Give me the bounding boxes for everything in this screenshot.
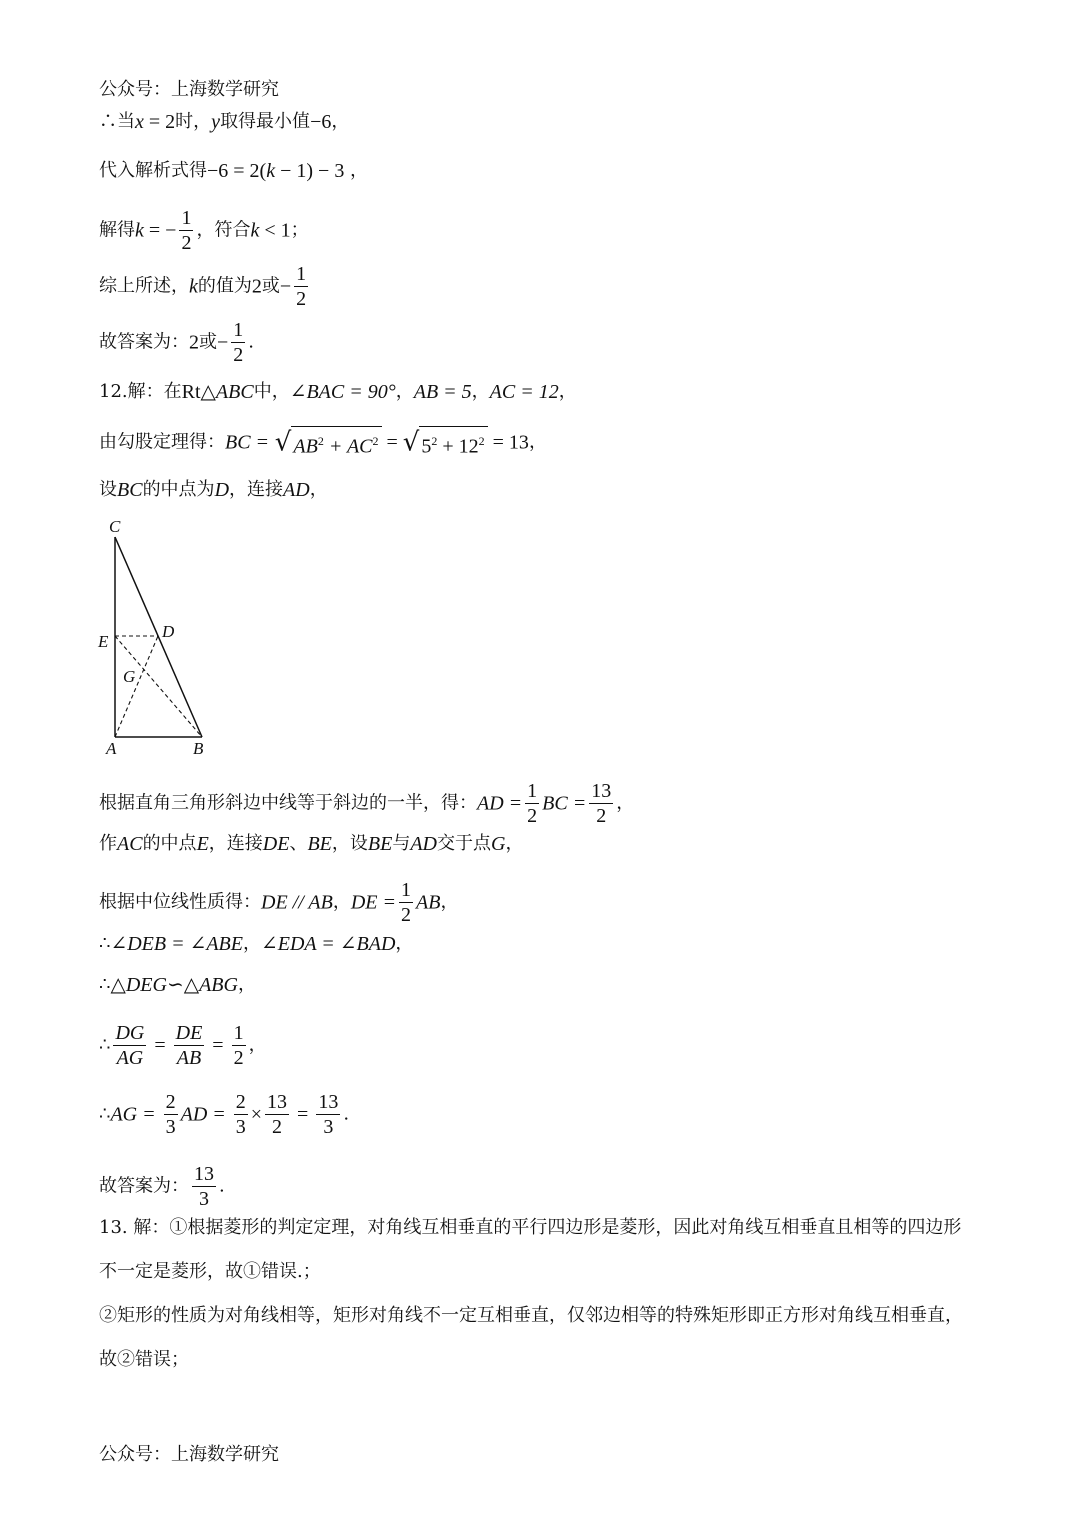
denominator: 2: [233, 344, 244, 366]
denominator: 2: [296, 288, 307, 310]
expr: DE: [262, 833, 290, 855]
text: .: [219, 1175, 225, 1197]
denominator: 2: [272, 1116, 283, 1138]
denominator: 2: [233, 1047, 244, 1069]
square-root: [403, 426, 488, 459]
expr: ∠BAC = 90°: [289, 381, 396, 403]
expr: −: [217, 331, 229, 354]
denominator: AB: [176, 1047, 202, 1069]
numerator: 1: [181, 207, 192, 229]
numerator: 13: [318, 1091, 339, 1113]
denominator: AG: [116, 1047, 144, 1069]
label-d: D: [162, 622, 175, 641]
expr: BC: [117, 479, 143, 501]
denominator: 2: [596, 805, 607, 827]
text: ，: [332, 891, 351, 913]
text: 取得最小值: [220, 111, 311, 132]
expr: D: [214, 479, 230, 501]
text: ，: [528, 431, 547, 453]
denominator: 3: [323, 1116, 334, 1138]
numerator: DE: [175, 1022, 203, 1044]
text: ∴: [99, 1103, 111, 1125]
expr: −6: [310, 111, 332, 133]
text: ，: [248, 1034, 267, 1056]
numerator: 1: [527, 780, 538, 802]
solution-line-15: [99, 1090, 349, 1139]
label-a: A: [106, 739, 117, 758]
text: ，: [471, 381, 490, 402]
numerator: 1: [233, 319, 244, 341]
numerator: 2: [165, 1091, 176, 1113]
text: .: [248, 331, 255, 353]
fraction: [192, 1162, 216, 1211]
text: 代入解析式得: [99, 160, 207, 181]
text: ∴: [99, 974, 111, 995]
expr: AC: [117, 833, 143, 855]
solution-line-3: [99, 206, 309, 255]
text: ，: [395, 381, 414, 402]
numerator: 1: [233, 1022, 244, 1044]
expr: DE // AB: [261, 891, 333, 914]
solution-line-12: [99, 930, 413, 958]
text: ，: [558, 381, 577, 402]
numerator: 1: [401, 879, 412, 901]
solution-line-10: [99, 830, 523, 858]
text: 作: [99, 833, 117, 854]
radical-sign: √: [274, 427, 292, 458]
segment-ad: [115, 636, 158, 737]
denominator: 2: [181, 232, 192, 254]
text: ，: [440, 891, 459, 913]
fraction: [231, 318, 245, 367]
solution-line-9: [99, 779, 634, 828]
solution-line-5: [99, 318, 254, 367]
expr: + AC: [323, 435, 373, 458]
expr: ×: [250, 1103, 263, 1126]
expr: =: [149, 1034, 171, 1057]
expr: − 1) − 3: [275, 160, 345, 182]
expr: + 12: [437, 435, 479, 458]
text: ，: [505, 833, 524, 854]
var-k: k: [266, 160, 276, 182]
expr: AD =: [477, 792, 523, 815]
fraction: [589, 779, 613, 828]
fraction: [525, 779, 539, 828]
denominator: 3: [199, 1188, 209, 1210]
denominator: 3: [165, 1116, 176, 1138]
text: ，设: [331, 833, 368, 854]
problem-13-paragraph-1: 13. 解：①根据菱形的判定定理，对角线互相垂直的平行四边形是菱形，因此对角线互相垂直且相等的四边形不一定是菱形，故①错误.；: [99, 1217, 962, 1282]
label-e: E: [98, 632, 109, 651]
text: 根据中位线性质得：: [99, 891, 261, 913]
fraction: [294, 262, 308, 311]
text: ∴当: [99, 111, 135, 132]
text: ，: [237, 974, 256, 995]
numerator: 13: [194, 1163, 214, 1185]
expr: −6 = 2(: [207, 160, 267, 182]
text: ，: [344, 160, 369, 181]
fraction: [234, 1090, 248, 1139]
text: 或: [199, 331, 217, 353]
page-header: 公众号：上海数学研究: [99, 79, 279, 100]
expr: −: [279, 275, 292, 298]
text: ，连接: [208, 833, 263, 854]
fraction: [265, 1090, 289, 1139]
text: ；: [290, 219, 309, 241]
text: 故答案为：: [99, 331, 189, 353]
exponent: 2: [431, 434, 438, 448]
expr: 2: [189, 331, 199, 354]
text: 的值为: [197, 275, 252, 297]
numerator: 13: [591, 780, 612, 802]
expr: 2: [251, 275, 262, 298]
expr: DE =: [350, 891, 397, 914]
fraction: [399, 878, 413, 927]
solution-line-16: [99, 1162, 225, 1211]
expr: AD =: [180, 1103, 231, 1126]
solution-line-11: [99, 878, 458, 927]
expr: < 1: [259, 219, 291, 242]
solution-line-14: [99, 1021, 267, 1070]
fraction: [179, 206, 193, 255]
expr: ∠DEB = ∠ABE: [110, 933, 243, 955]
expr: =: [381, 431, 403, 454]
radicand: [419, 426, 487, 459]
text: 与: [392, 833, 411, 854]
var-k: k: [250, 219, 260, 242]
text: 或: [261, 275, 280, 297]
solution-line-4: [99, 262, 311, 311]
text: 故答案为：: [99, 1175, 189, 1197]
expr: = 13: [487, 431, 529, 454]
expr: = −: [143, 219, 177, 242]
expr: AC = 12: [489, 381, 559, 403]
label-b: B: [193, 739, 204, 758]
label-c: C: [109, 517, 121, 536]
fraction: [316, 1090, 340, 1139]
expr: BE: [307, 833, 332, 855]
fraction: [164, 1090, 178, 1139]
solution-line-8: [99, 476, 328, 504]
triangle-figure: [90, 512, 230, 762]
expr: G: [491, 833, 506, 855]
page-footer: 公众号：上海数学研究: [99, 1444, 279, 1465]
expr: AB = 5: [413, 381, 472, 403]
exponent: 2: [317, 434, 324, 448]
expr: =: [207, 1034, 229, 1057]
expr: Rt△: [181, 381, 216, 403]
expr: AB: [416, 891, 441, 914]
solution-line-1: [99, 108, 349, 136]
var-x: x: [135, 111, 144, 133]
expr: AB: [293, 435, 318, 458]
expr: 5: [421, 435, 432, 458]
exponent: 2: [478, 434, 485, 448]
text: 由勾股定理得：: [99, 431, 225, 453]
expr: BE: [367, 833, 393, 855]
text: 综上所述，: [99, 275, 189, 297]
expr: E: [196, 833, 209, 855]
text: 时，: [175, 111, 212, 132]
text: 的中点为: [142, 479, 215, 500]
solution-line-7: [99, 426, 547, 459]
var-k: k: [135, 219, 144, 242]
var-y: y: [211, 111, 221, 133]
expr: =: [292, 1103, 314, 1126]
side-cb: [115, 537, 202, 737]
expr: BC =: [542, 792, 587, 815]
text: 12.解：在: [99, 381, 182, 402]
expr: BC =: [225, 431, 270, 454]
text: 的中点: [142, 833, 197, 854]
segment-eb: [115, 636, 202, 737]
denominator: 2: [527, 805, 538, 827]
label-g: G: [123, 667, 136, 686]
denominator: 2: [401, 904, 412, 926]
expr: AD: [283, 479, 310, 501]
text: 解得: [99, 219, 135, 241]
fraction: [232, 1021, 246, 1070]
numerator: 2: [235, 1091, 246, 1113]
expr: △ABG: [183, 974, 238, 996]
expr: ∽: [166, 974, 184, 996]
text: 根据直角三角形斜边中线等于斜边的一半，得：: [99, 792, 477, 814]
text: ，连接: [229, 479, 284, 500]
numerator: 13: [267, 1091, 288, 1113]
solution-line-6: [99, 378, 577, 406]
fraction: [113, 1021, 146, 1070]
numerator: 1: [296, 263, 307, 285]
text: ，符合: [196, 219, 251, 241]
denominator: 3: [235, 1116, 246, 1138]
text: 交于点: [437, 833, 491, 854]
text: ，: [331, 111, 350, 132]
numerator: DG: [115, 1022, 145, 1044]
text: ，: [309, 479, 328, 500]
text: 设: [99, 479, 117, 500]
expr: △DEG: [110, 974, 167, 996]
expr: AD: [410, 833, 437, 855]
text: 、: [289, 833, 308, 854]
expr: AG =: [110, 1103, 161, 1126]
radicand: [291, 426, 381, 459]
text: ，: [395, 933, 414, 954]
text: ，: [243, 933, 261, 954]
problem-13-paragraph-2: ②矩形的性质为对角线相等，矩形对角线不一定互相垂直，仅邻边相等的特殊矩形即正方形对角线互相垂直，故②错误；: [99, 1305, 963, 1370]
solution-line-2: [99, 157, 368, 185]
exponent: 2: [372, 434, 379, 448]
solution-line-13: [99, 971, 256, 999]
radical-sign: √: [402, 427, 420, 458]
expr: = 2: [143, 111, 176, 133]
var-k: k: [189, 275, 198, 298]
text: ∴: [99, 933, 111, 954]
fraction: [174, 1021, 205, 1070]
square-root: [275, 426, 382, 459]
text: ，: [616, 792, 635, 814]
expr: ∠EDA = ∠BAD: [261, 933, 396, 955]
text: 中，: [253, 381, 290, 402]
text: .: [343, 1103, 350, 1125]
expr: ABC: [215, 381, 254, 403]
text: ∴: [99, 1034, 111, 1056]
